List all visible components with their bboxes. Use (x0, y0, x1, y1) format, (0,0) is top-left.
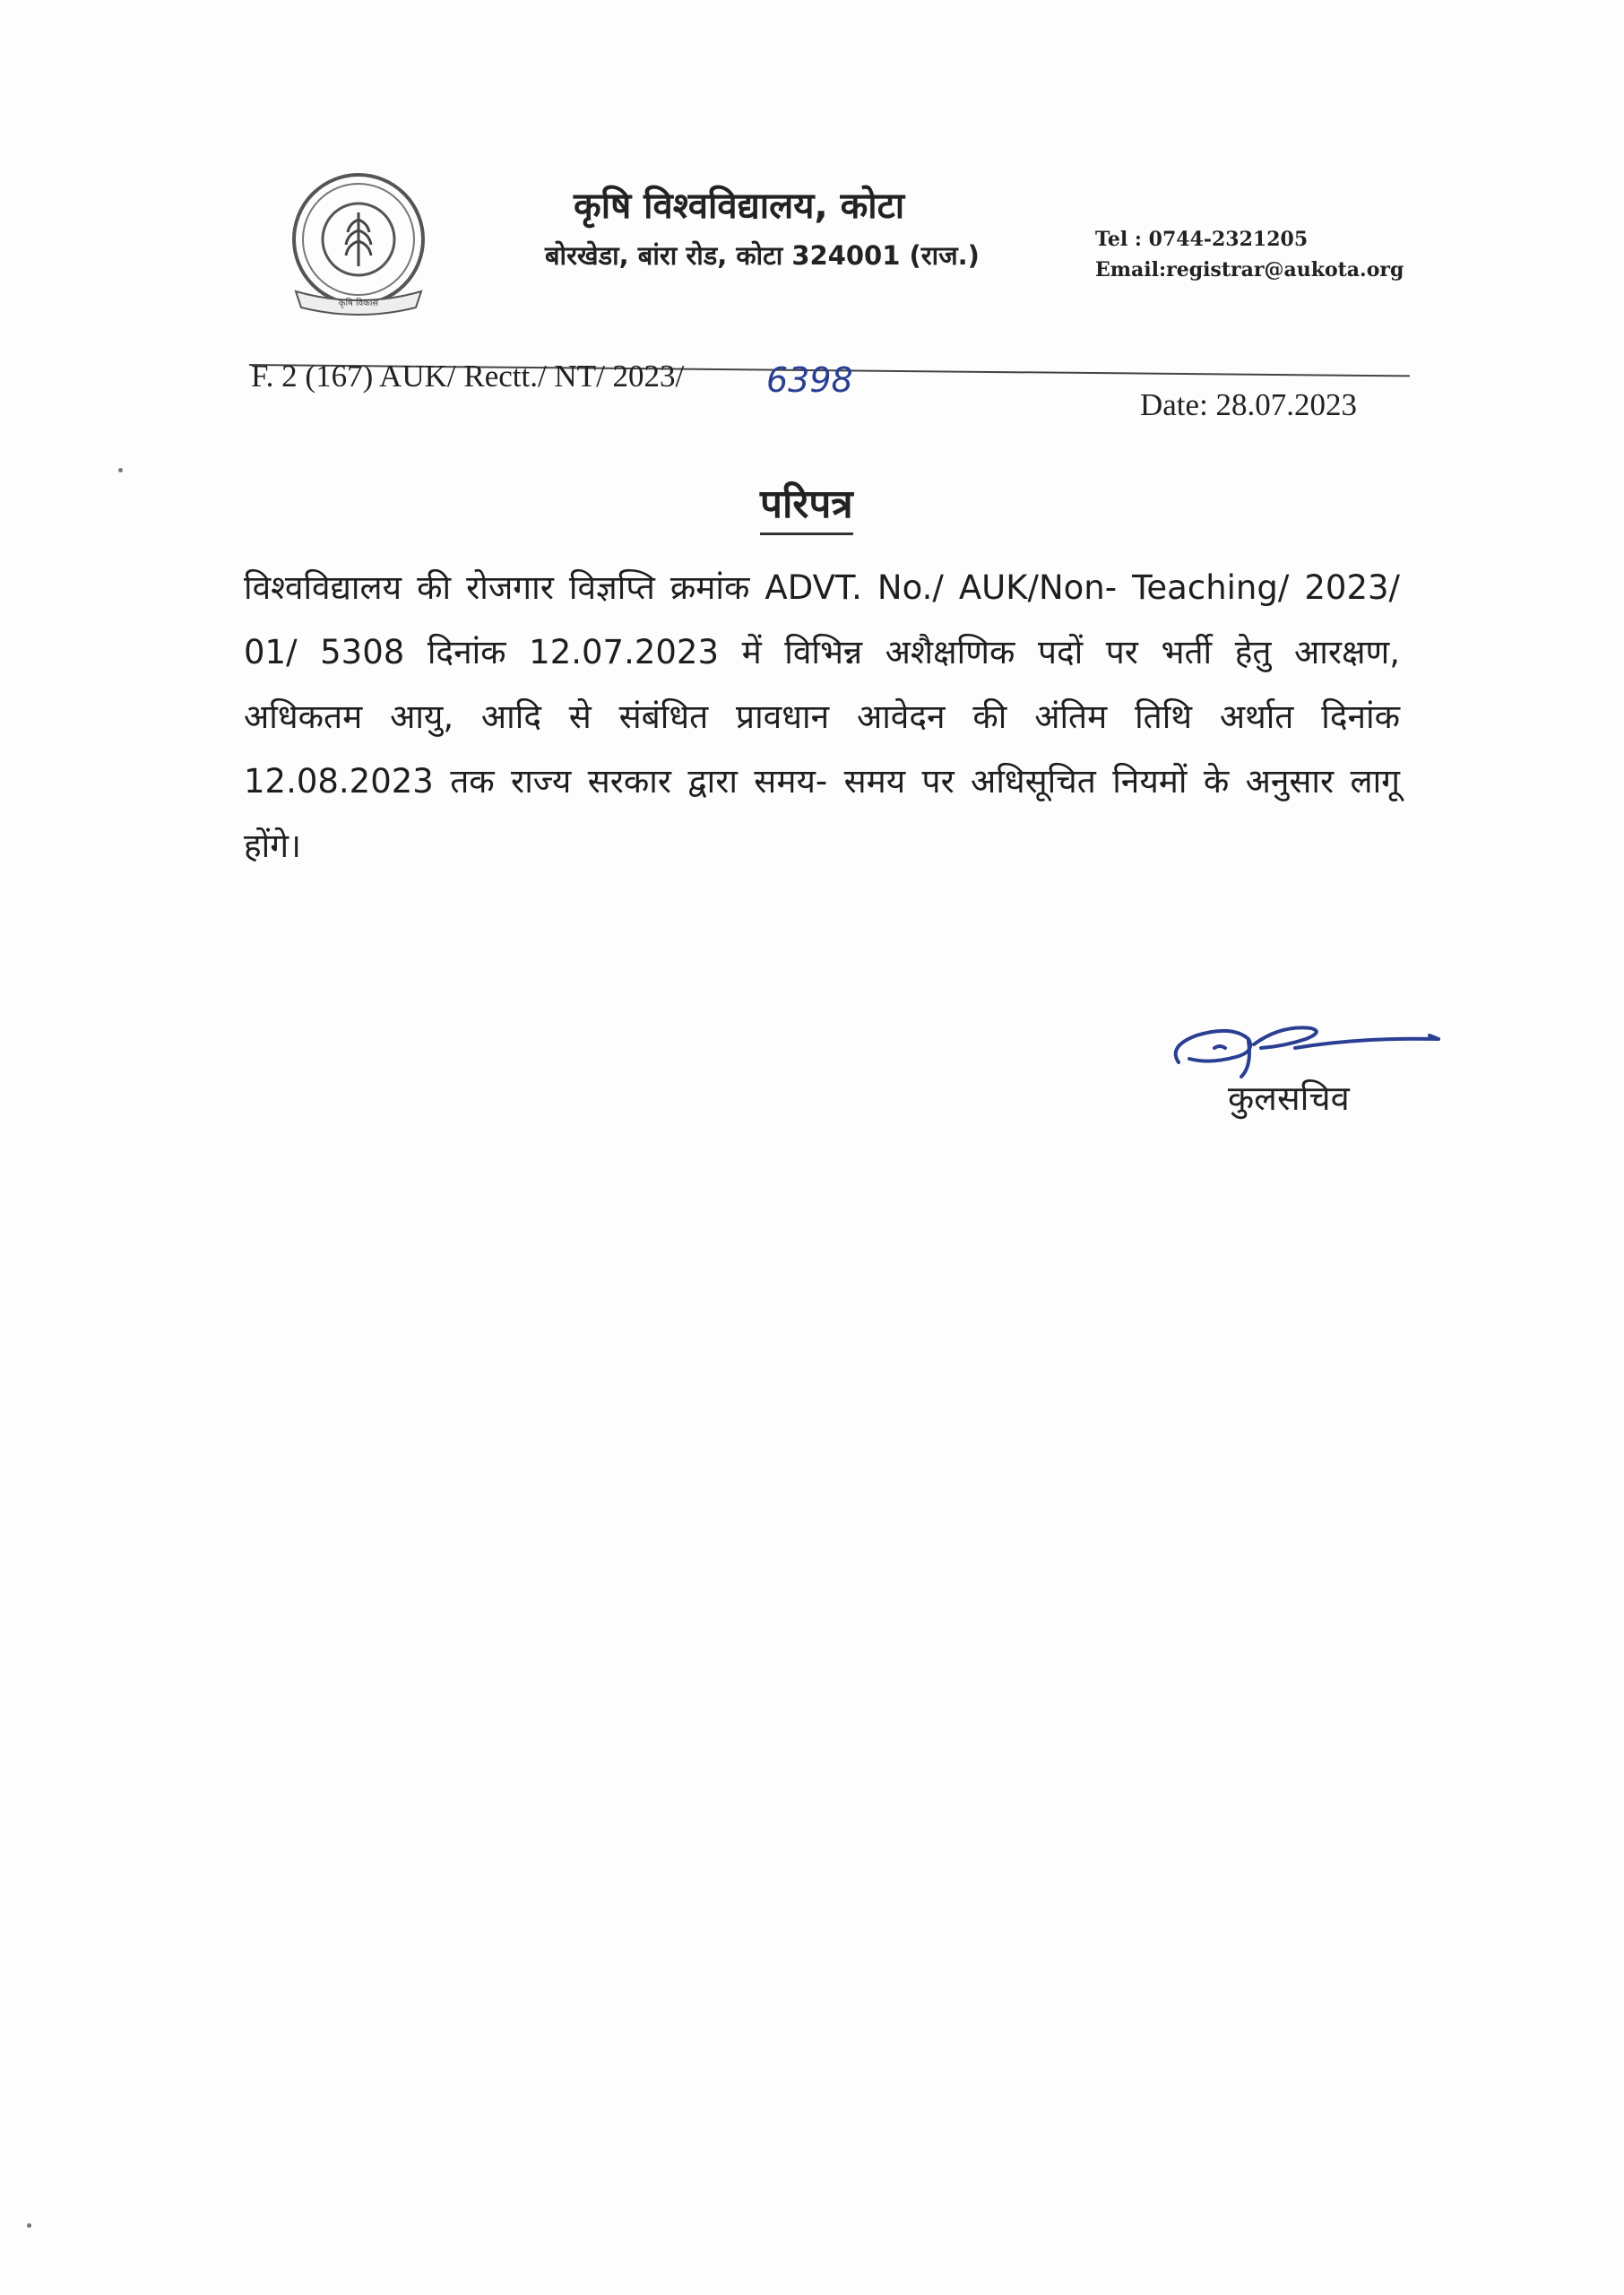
contact-block (1095, 224, 1404, 285)
document-date: Date: 28.07.2023 (1140, 387, 1358, 422)
file-reference: F. 2 (167) AUK/ Rectt./ NT/ 2023/ (251, 359, 685, 394)
university-name: कृषि विश्वविद्यालय, कोटा (574, 186, 905, 227)
telephone: Tel : 0744-2321205 (1095, 228, 1309, 251)
logo-motto: कृषि विकास (338, 299, 379, 308)
circular-body: विश्वविद्यालय की रोजगार विज्ञप्ति क्रमांक ADVT. No./ AUK/Non- Teaching/ 2023/ 01/ 5308 दिनांक 12.07.2023 में विभिन्न अशैक्षणिक पदों पर भर्ती हेतु आरक्षण, अधिकतम आयु, आदि से संबंधित प्रावधान आवेदन की अंतिम तिथि अर्थात दिनांक 12.08.2023 तक राज्य सरकार द्वारा समय- समय पर अधिसूचित नियमों के अनुसार लागू होंगे। (244, 568, 1400, 865)
dispatch-number: 6398 (766, 360, 853, 400)
document-heading: परिपत्र (760, 475, 853, 535)
signatory-designation: कुलसचिव (1228, 1078, 1350, 1118)
university-address: बोरखेडा, बांरा रोड, कोटा 324001 (राज.) (545, 240, 980, 271)
email: Email:registrar@aukota.org (1095, 258, 1404, 281)
scan-speck (118, 468, 123, 472)
scan-speck (27, 2223, 31, 2228)
university-seal-logo (278, 166, 439, 323)
